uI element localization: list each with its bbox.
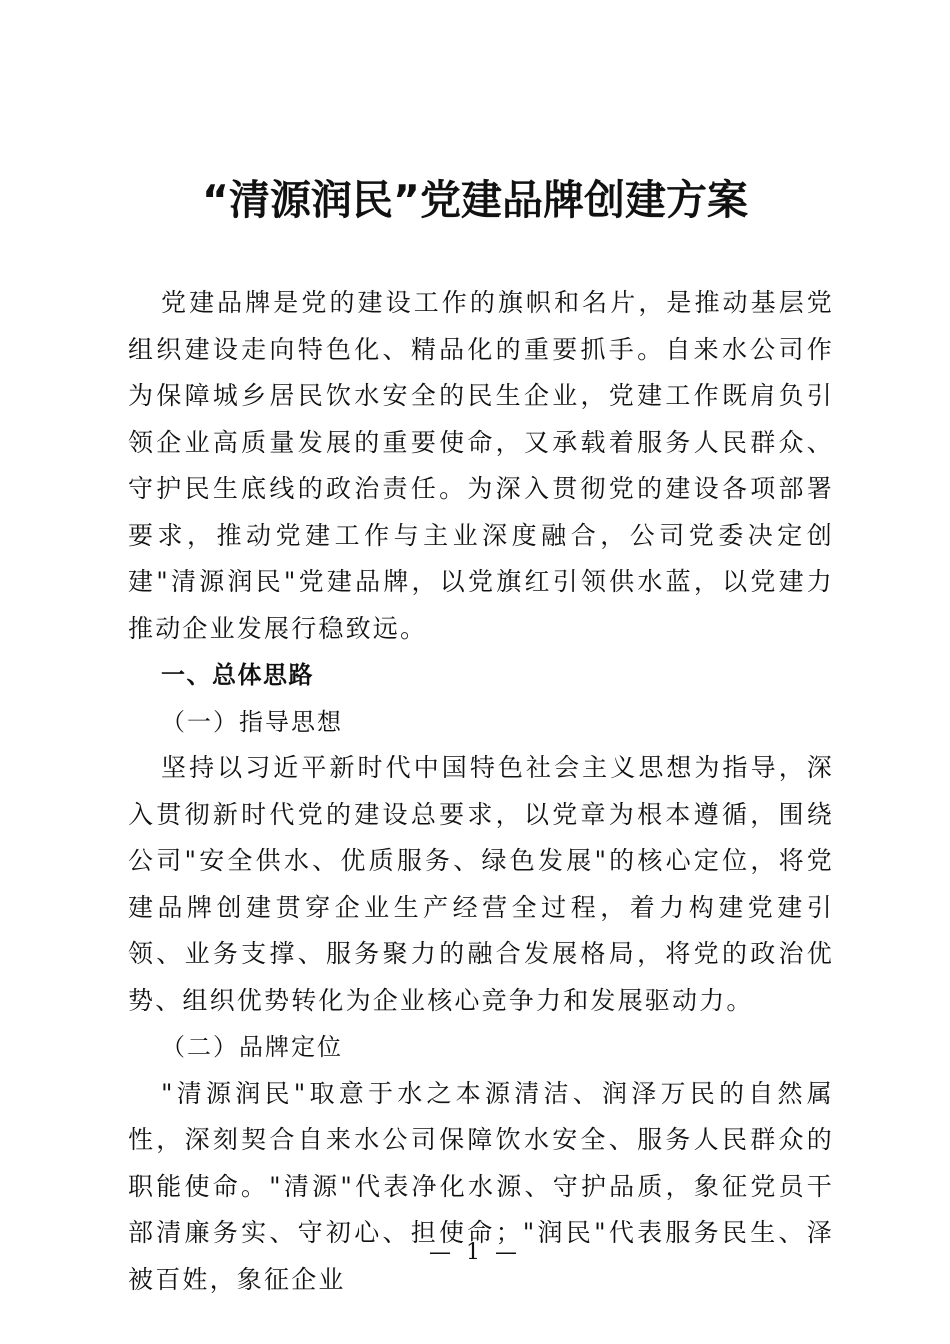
subsection-heading-guiding-ideology: （一）指导思想: [161, 707, 343, 736]
guiding-ideology-paragraph: 坚持以习近平新时代中国特色社会主义思想为指导，深入贯彻新时代党的建设总要求，以党章为根本遵循，围绕公司"安全供水、优质服务、绿色发展"的核心定位，将党建品牌创建贯穿企业生产经营全过程，着力构建党建引领、业务支撑、服务聚力的融合发展格局，将党的政治优势、组织优势转化为企业核心竞争力和发展驱动力。: [128, 753, 834, 1015]
subsection-heading-brand-positioning: （二）品牌定位: [161, 1033, 343, 1061]
page-number: — 1 —: [429, 1240, 521, 1265]
brand-positioning-paragraph: "清源润民"取意于水之本源清洁、润泽万民的自然属性，深刻契合自来水公司保障饮水安全、服务人民群众的职能使命。"清源"代表净化水源、守护品质，象征党员干部清廉务实、守初心、担使命；"润民"代表服务民生、泽被百姓，象征企业: [128, 1078, 834, 1294]
document-body: [128, 280, 834, 1303]
document-title: “清源润民”党建品牌创建方案: [202, 176, 748, 224]
intro-paragraph: 党建品牌是党的建设工作的旗帜和名片，是推动基层党组织建设走向特色化、精品化的重要抓手。自来水公司作为保障城乡居民饮水安全的民生企业，党建工作既肩负引领企业高质量发展的重要使命，又承载着服务人民群众、守护民生底线的政治责任。为深入贯彻党的建设各项部署要求，推动党建工作与主业深度融合，公司党委决定创建"清源润民"党建品牌，以党旗红引领供水蓝，以党建力推动企业发展行稳致远。: [128, 288, 834, 643]
section-heading-overall-approach: 一、总体思路: [161, 661, 314, 689]
